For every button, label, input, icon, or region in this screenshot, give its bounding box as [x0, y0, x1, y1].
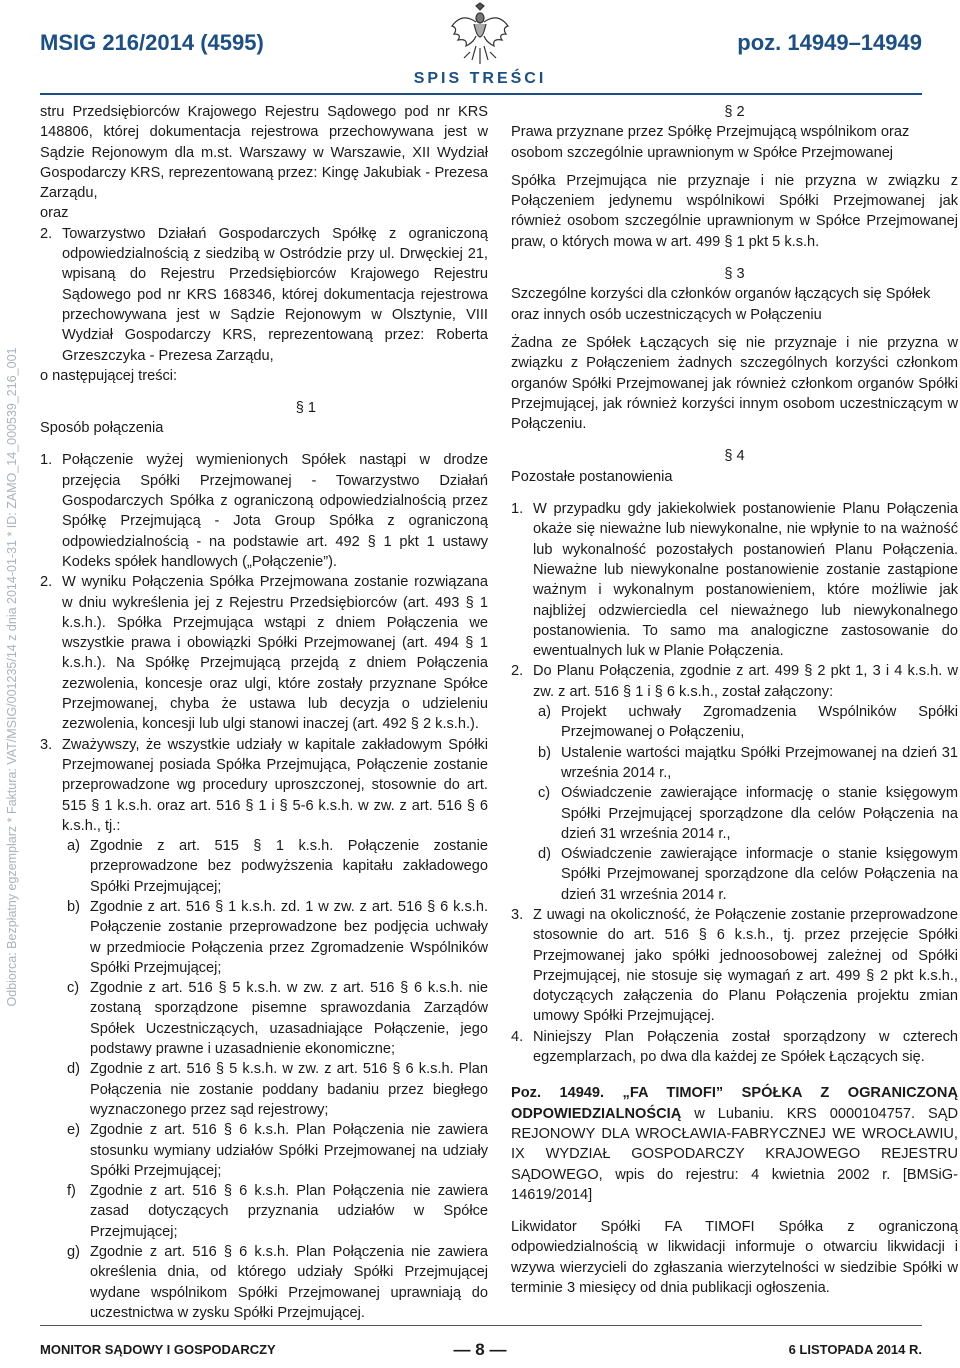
- sub-item-text: Oświadczenie zawierające informacje o stanie księgowym Spółki Przejmowanej sporządzone dla celów Połączenia na dzień 31 września 2014 r.: [561, 846, 958, 903]
- sub-item-letter: a): [538, 704, 551, 721]
- section-sign: § 1: [295, 400, 316, 417]
- right-column: [511, 102, 958, 1298]
- conjunction: oraz: [40, 205, 69, 222]
- item-text: Niniejszy Plan Połączenia został sporządzony w czterech egzemplarzach, po dwa dla każdej ze Spółek Łączących się.: [533, 1028, 958, 1066]
- polish-eagle-emblem-icon: [448, 2, 512, 68]
- section-sign: § 2: [724, 104, 745, 120]
- paragraph: Spółka Przejmująca nie przyznaje i nie przyzna w związku z Połączeniem jedynemu wspólnikowi Spółki Przejmowanej jak również osobom szczególnie uprawnionym w Spółce Przejmowanej praw, o których mowa w art. 499 § 1 pkt 5 k.s.h.: [511, 172, 958, 250]
- page-number: — 8 —: [453, 1340, 507, 1359]
- item-number: 4.: [511, 1028, 524, 1045]
- item-text: W przypadku gdy jakiekolwiek postanowienie Planu Połączenia okaże się nieważne lub niewykonalne, nie wpłynie to na ważność lub wykonalność pozostałych postanowień Planu Połączenia. Nieważne lub niewykonalne postanowienie zostanie zastąpione ważnym i wykonalnym postanowieniem, które możliwie jak najbliżej odzwierciedla cel nieważnego lub niewykonalnego postanowienia. To samo ma analogiczne zastosowanie do ewentualnych luk w Planie Połączenia.: [533, 501, 958, 660]
- item-text: Połączenie wyżej wymienionych Spółek nastąpi w drodze przejęcia Spółki Przejmowanej - Towarzystwo Działań Gospodarczych Spółka z ograniczoną odpowiedzialnością przez Spółkę Przejmującą - Jota Group Spółka z ograniczoną odpowiedzialnością - na podstawie art. 492 § 1 pkt 1 ustawy Kodeks spółek handlowych („Połączenie”).: [62, 452, 488, 570]
- sub-item-text: Zgodnie z art. 516 § 6 k.s.h. Plan Połączenia nie zawiera określenia dnia, od którego udziały Spółki Przejmującej wydane wspólnikom Spółki Przejmowanej uprawniają do uczestnictwa w zysku Spółki Przejmującej.: [90, 1244, 488, 1321]
- sub-item-text: Zgodnie z art. 516 § 5 k.s.h. w zw. z art. 516 § 6 k.s.h. nie zostaną sporządzone pisemne sprawozdania Zarządów Spółek Uczestniczących, uzasadniające Połączenie, jego podstawy prawne i uzasadnienie ekonomiczne;: [90, 980, 488, 1058]
- publication-name: MONITOR SĄDOWY I GOSPODARCZY: [40, 1342, 276, 1357]
- sub-item-letter: c): [538, 785, 551, 802]
- item-text: Zważywszy, że wszystkie udziały w kapitale zakładowym Spółki Przejmowanej posiada Spółka Przejmująca, Połączenie zostanie przeprowadzone wg procedury uproszczonej, stosownie do art. 515 § 1 k.s.h. oraz art. 516 § 1 i § 5-6 k.s.h. w zw. z art. 516 § 6 k.s.h., tj.:: [62, 736, 488, 834]
- list-item: [40, 735, 488, 836]
- list-item: [511, 905, 958, 1027]
- list-item: [40, 450, 488, 572]
- item-text: Towarzystwo Działań Gospodarczych Spółkę z ograniczoną odpowiedzialnością z siedzibą w Ostródzie przy ul. Drwęckiej 21, wpisaną do Rejestru Przedsiębiorców Krajowego Rejestru Sądowego pod nr KRS 168346, której dokumentacja rejestrowa przechowywana jest w Sądzie Rejonowym w Olsztynie, VIII Wydział Gospodarczy KRS, reprezentowaną przez: Roberta Grzeszczyka - Prezesa Zarządu,: [62, 225, 488, 364]
- section-title: SPIS TREŚCI: [413, 70, 547, 87]
- sub-item: [40, 897, 488, 978]
- sub-item: [40, 978, 488, 1059]
- notice-meta: w Lubaniu. KRS 0000104757. SĄD REJONOWY DLA WROCŁAWIA-FABRYCZNEJ WE WROCŁAWIU, IX WYDZIAŁ GOSPODARCZY KRAJOWEGO REJESTRU SĄDOWEGO, wpis do rejestru: 4 kwietnia 2002 r. [BMSiG-14619/2014]: [511, 1105, 958, 1203]
- section-sign: § 3: [724, 266, 745, 283]
- position-range: poz. 14949–14949: [737, 30, 922, 55]
- paragraph: Żadna ze Spółek Łączących się nie przyznaje i nie przyzna w związku z Połączeniem żadnych szczególnych korzyści członkom organów Spółki Przejmowanej jak również członkom organów Spółki Przejmującej, jak również korzyści innym osobom uczestniczącym w Połączeniu.: [511, 334, 958, 433]
- section-sign: § 4: [724, 448, 745, 465]
- issue-date: 6 LISTOPADA 2014 R.: [788, 1342, 922, 1357]
- sub-item: [40, 1059, 488, 1120]
- notice-header: [511, 1083, 958, 1205]
- list-item: [511, 1027, 958, 1068]
- sub-item-text: Ustalenie wartości majątku Spółki Przejmowanej na dzień 31 września 2014 r.,: [561, 744, 958, 781]
- list-item: [40, 224, 488, 366]
- sub-item-letter: d): [538, 846, 551, 863]
- item-number: 2.: [40, 574, 53, 591]
- item-number: 2.: [40, 225, 53, 242]
- list-item: [511, 499, 958, 661]
- sub-item: [40, 836, 488, 897]
- item-text: Do Planu Połączenia, zgodnie z art. 499 § 2 pkt 1, 3 i 4 k.s.h. w zw. z art. 516 § 1 i § 6 k.s.h., został załączony:: [533, 663, 958, 700]
- notice-title: Poz. 14949. „FA TIMOFI” SPÓŁKA Z OGRANICZONĄ ODPOWIEDZIALNOŚCIĄ: [511, 1085, 958, 1122]
- list-item: [511, 661, 958, 702]
- sub-item-text: Zgodnie z art. 516 § 5 k.s.h. w zw. z art. 516 § 6 k.s.h. Plan Połączenia nie zostanie poddany badaniu przez biegłego wyznaczonego przez sąd rejestrowy;: [90, 1061, 488, 1118]
- section-heading: Sposób połączenia: [40, 420, 164, 437]
- sub-item-letter: g): [67, 1244, 80, 1261]
- footer-rule: [40, 1325, 922, 1326]
- sub-item-text: Zgodnie z art. 515 § 1 k.s.h. Połączenie zostanie przeprowadzone bez podwyższenia kapitału zakładowego Spółki Przejmującej;: [90, 838, 488, 895]
- item-number: 2.: [511, 663, 524, 680]
- section-heading: Prawa przyznane przez Spółkę Przejmującą wspólnikom oraz osobom szczególnie uprawnionym w Spółce Przejmowanej: [511, 124, 910, 161]
- paragraph: stru Przedsiębiorców Krajowego Rejestru Sądowego pod nr KRS 148806, której dokumentacja rejestrowa przechowywana jest w Sądzie Rejonowym dla m.st. Warszawy w Warszawie, XII Wydział Gospodarczy KRS, reprezentowaną przez: Kingę Jakubiak - Prezesa Zarządu,: [40, 104, 488, 202]
- section-heading: Szczególne korzyści dla członków organów łączących się Spółek oraz innych osób uczestniczących w Połączeniu: [511, 286, 931, 323]
- sub-item: [511, 702, 958, 743]
- sub-item-letter: b): [538, 744, 551, 761]
- recipient-watermark: Odbiorca: Bezpłatny egzemplarz * Faktura: VAT/MSIG/001235/14 z dnia 2014-01-31 * ID: ZAMO_14_000539_216_001: [5, 347, 19, 1007]
- sub-item: [511, 743, 958, 784]
- header-rule: [40, 93, 922, 95]
- item-number: 3.: [40, 736, 53, 753]
- item-number: 1.: [40, 452, 53, 469]
- section-heading: Pozostałe postanowienia: [511, 468, 673, 485]
- sub-item-letter: d): [67, 1061, 80, 1078]
- sub-item-text: Oświadczenie zawierające informację o stanie księgowym Spółki Przejmującej sporządzone dla celów Połączenia na dzień 31 września 2014 r.,: [561, 785, 958, 842]
- journal-issue-title: MSIG 216/2014 (4595): [40, 30, 264, 55]
- sub-item-letter: c): [67, 980, 80, 997]
- notice-body: Likwidator Spółki FA TIMOFI Spółka z ograniczoną odpowiedzialnością w likwidacji informuje o otwarciu likwidacji i wzywa wierzycieli do zgłaszania wierzytelności w siedzibie Spółki w terminie 3 miesięcy od dnia publikacji ogłoszenia.: [511, 1219, 958, 1297]
- sub-item-letter: f): [67, 1183, 76, 1200]
- item-text: W wyniku Połączenia Spółka Przejmowana zostanie rozwiązana w dniu wykreślenia jej z Rejestru Przedsiębiorców (art. 493 § 1 k.s.h.). Spółka Przejmująca wstąpi z dniem Połączenia we wszystkie prawa i obowiązki Spółki Przejmowanej (art. 494 § 1 k.s.h.). Na Spółkę Przejmującą przejdą z dniem Połączenia zezwolenia, koncesje oraz ulgi, które zostały przyznane Spółce Przejmowanej, chyba że ustawa lub decyzja o udzieleniu zezwolenia, koncesji lub ulgi stanowi inaczej (art. 492 § 2 k.s.h.).: [62, 574, 488, 733]
- list-item: [40, 572, 488, 734]
- sub-item: [40, 1242, 488, 1323]
- item-number: 1.: [511, 501, 524, 518]
- sub-item-text: Zgodnie z art. 516 § 6 k.s.h. Plan Połączenia nie zawiera stosunku wymiany udziałów Spółki Przejmowanej na udziały Spółki Przejmującej;: [90, 1122, 488, 1179]
- section-1-head: [40, 398, 488, 438]
- item-text: Z uwagi na okoliczność, że Połączenie zostanie przeprowadzone stosownie do art. 516 § 6 k.s.h., tj. przez przejęcie Spółki Przejmowanej jako spółki jednoosobowej zależnej od Spółki Przejmującej, nie stosuje się wymagań z art. 499 § 2 pkt k.s.h., dotyczących załączenia do Planu Połączenia projektu zmian umowy Spółki Przejmującej.: [533, 906, 958, 1025]
- sub-item-text: Zgodnie z art. 516 § 1 k.s.h. zd. 1 w zw. z art. 516 § 6 k.s.h. Połączenie zostanie przeprowadzone bez podjęcia uchwały w przedmiocie Połączenia przez Zgromadzenie Wspólników Spółki Przejmującej;: [90, 898, 488, 976]
- sub-item-letter: b): [67, 898, 80, 915]
- item-number: 3.: [511, 906, 524, 923]
- sub-item: [511, 844, 958, 905]
- sub-item-text: Projekt uchwały Zgromadzenia Wspólników Spółki Przejmowanej o Połączeniu,: [561, 704, 958, 741]
- sub-item-text: Zgodnie z art. 516 § 6 k.s.h. Plan Połączenia nie zawiera zasad dotyczących przyznania udziałów w Spółce Przejmującej;: [90, 1183, 488, 1240]
- sub-item: [40, 1181, 488, 1242]
- intro-line: o następującej treści:: [40, 367, 178, 384]
- sub-item-letter: a): [67, 838, 80, 855]
- sub-item: [40, 1120, 488, 1181]
- sub-item-letter: e): [67, 1122, 80, 1139]
- left-column: [40, 102, 488, 1323]
- sub-item: [511, 783, 958, 844]
